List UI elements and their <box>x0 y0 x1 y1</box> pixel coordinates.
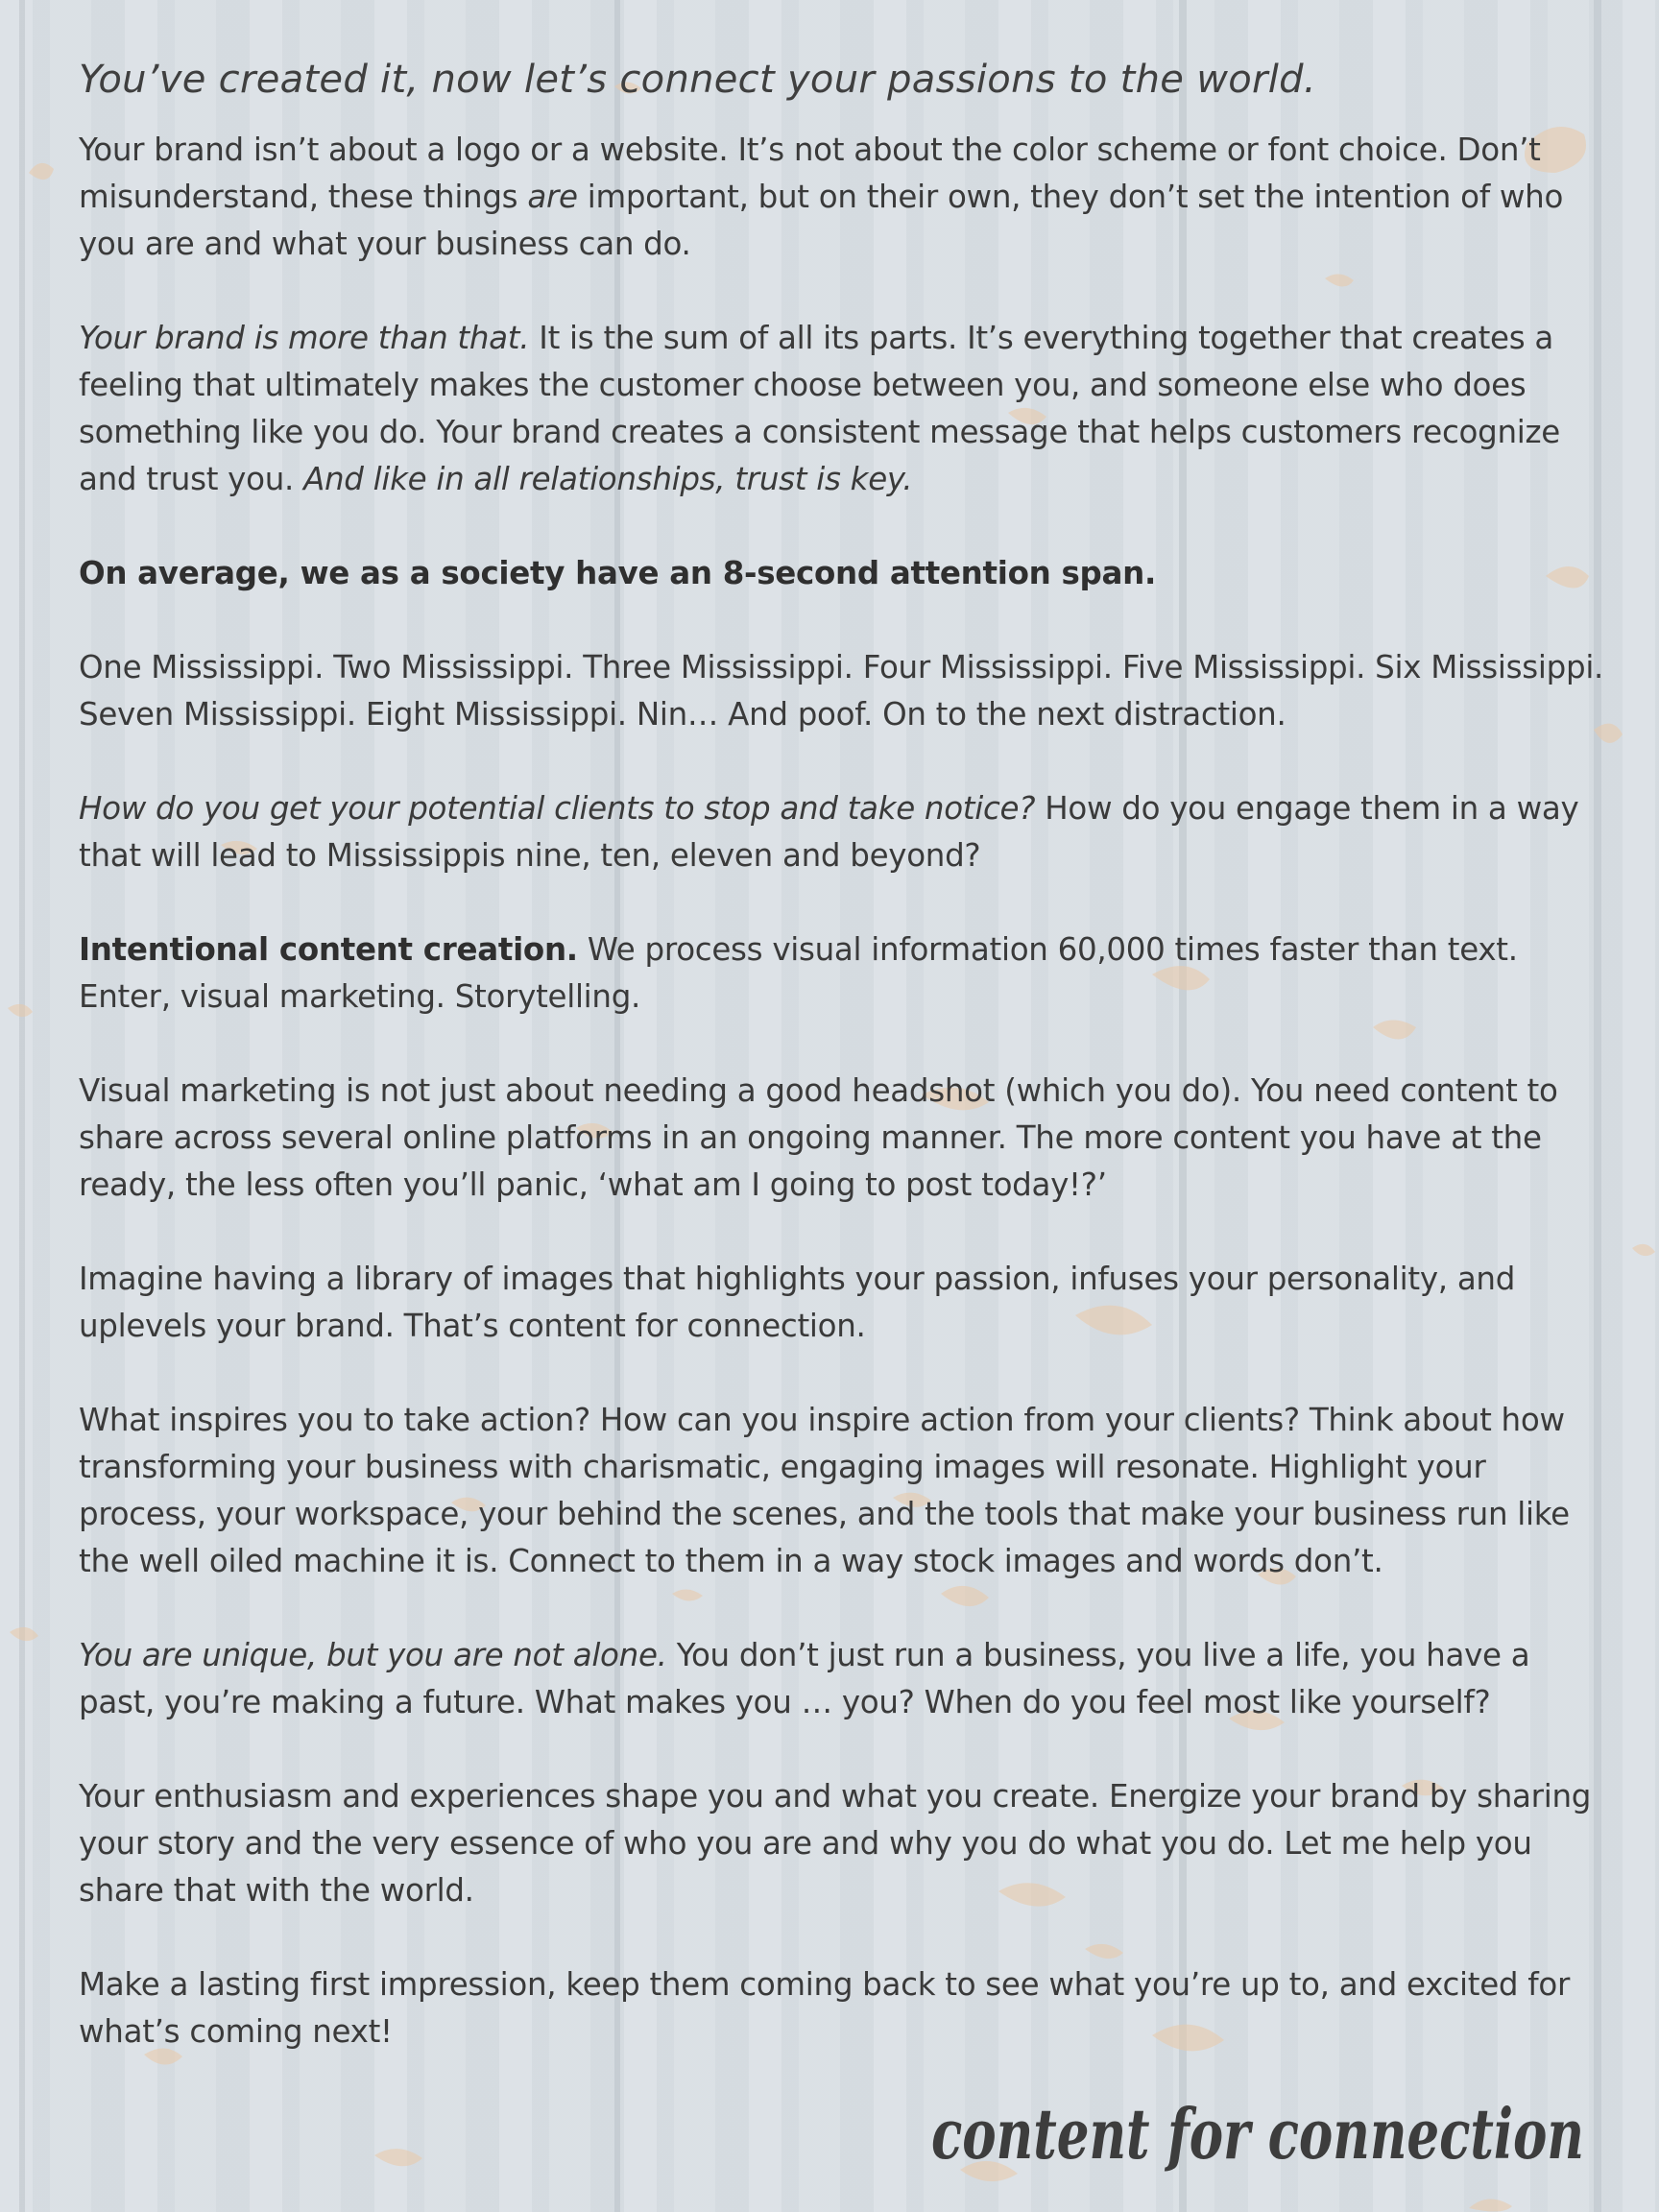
paragraph <box>79 926 1615 1021</box>
body-text: What inspires you to take action? How can you inspire action from your clients? Think about how transforming your business with charismatic, engaging images will resonate. Highlight your process, your workspace, your behind the scenes, and the tools that make your business run like the well oiled machine it is. Connect to them in a way stock images and words don’t. <box>79 1402 1570 1579</box>
body-text: important, but on their own, they don’t set the intention of who you are and what your business can do. <box>79 179 1564 262</box>
body-text: Your brand isn’t about a logo or a website. It’s not about the color scheme or font choice. Don’t misunderstand, these things <box>79 132 1541 215</box>
paragraph <box>79 1632 1615 1726</box>
paragraph <box>79 785 1615 879</box>
paragraph <box>79 1068 1615 1209</box>
body-text: One Mississippi. Two Mississippi. Three Mississippi. Four Mississippi. Five Mississippi. Six Mississippi. Seven Mississippi. Eight Mississippi. Nin… And poof. On to the next distraction. <box>79 649 1604 733</box>
paragraph <box>79 315 1615 503</box>
italic-text: are <box>527 179 578 215</box>
italic-text: How do you get your potential clients to stop and take notice? <box>79 790 1036 827</box>
italic-text: You are unique, but you are not alone. <box>79 1637 667 1673</box>
italic-text: Your brand is more than that. <box>79 320 530 356</box>
svg-text:content for connection: content for connection <box>931 2093 1584 2175</box>
body-text: Imagine having a library of images that highlights your passion, infuses your personality, and uplevels your brand. That’s content for connection. <box>79 1261 1516 1344</box>
signature-logo <box>931 2083 1594 2189</box>
body-text: How do you engage them in a way that will lead to Mississippis nine, ten, eleven and beyond? <box>79 790 1579 874</box>
paragraph <box>79 1961 1615 2056</box>
italic-text: And like in all relationships, trust is key. <box>303 461 913 497</box>
body-text: Visual marketing is not just about needing a good headshot (which you do). You need content to share across several online platforms in an ongoing manner. The more content you have at the ready, the less often you’ll panic, ‘what am I going to post today!?’ <box>79 1072 1558 1203</box>
paragraph <box>79 1773 1615 1914</box>
paragraph <box>79 127 1615 268</box>
paragraph <box>79 550 1615 597</box>
body-text: Make a lasting first impression, keep them coming back to see what you’re up to, and excited for what’s coming next! <box>79 1966 1571 2050</box>
paragraph <box>79 644 1615 738</box>
article-body <box>79 127 1615 2056</box>
article <box>79 56 1615 2103</box>
bold-text: Intentional content creation. <box>79 931 578 968</box>
paragraph <box>79 1256 1615 1350</box>
bold-text: On average, we as a society have an 8-second attention span. <box>79 555 1156 591</box>
page-heading: You’ve created it, now let’s connect your passions to the world. <box>79 58 1316 102</box>
body-text: It is the sum of all its parts. It’s everything together that creates a feeling that ultimately makes the customer choose between you, and someone else who does something like you do. Your brand creates a consistent message that helps customers recognize and trust you. <box>79 320 1560 497</box>
body-text: Your enthusiasm and experiences shape you and what you create. Energize your brand by sharing your story and the very essence of who you are and why you do what you do. Let me help you share that with the world. <box>79 1778 1592 1909</box>
body-text: You don’t just run a business, you live a life, you have a past, you’re making a future. What makes you … you? When do you feel most like yourself? <box>79 1637 1530 1720</box>
body-text: We process visual information 60,000 times faster than text. Enter, visual marketing. Storytelling. <box>79 931 1518 1015</box>
paragraph <box>79 1397 1615 1585</box>
